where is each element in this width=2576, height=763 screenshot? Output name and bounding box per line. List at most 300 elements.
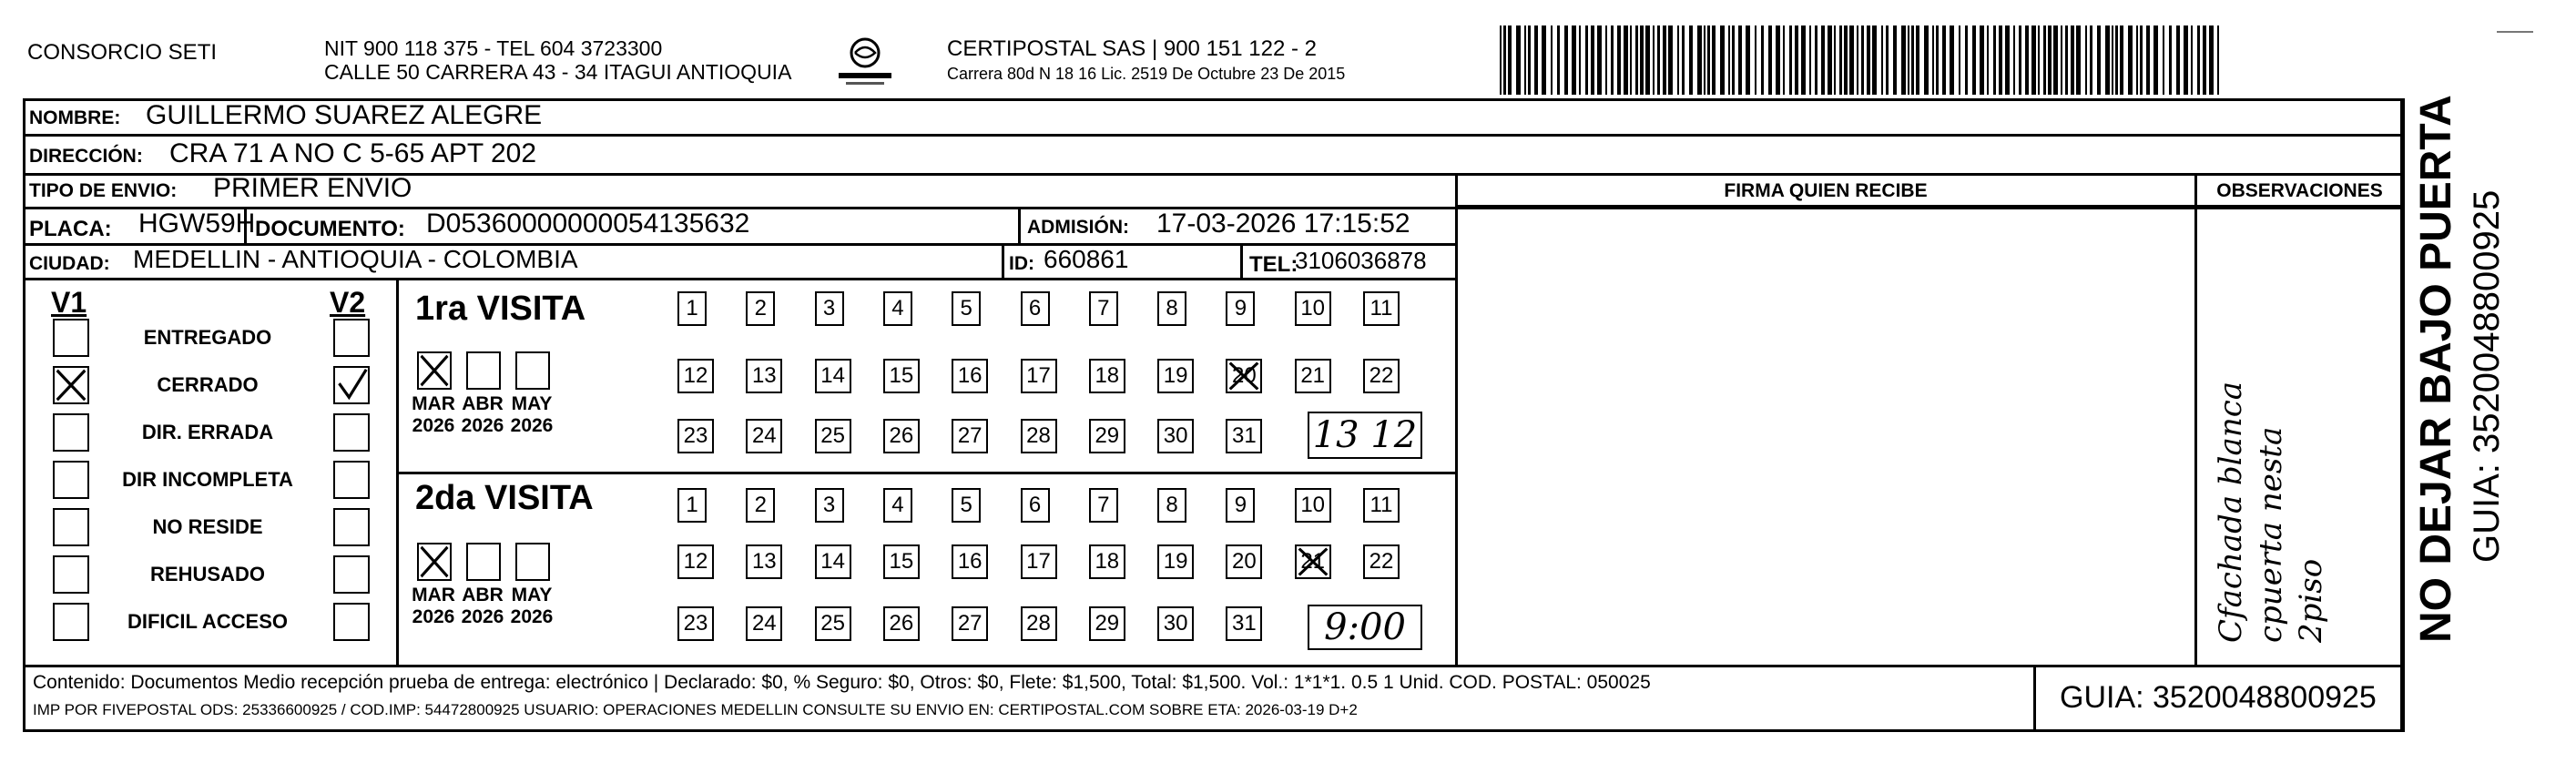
status-label: DIR. ERRADA bbox=[141, 421, 274, 443]
barcode-bar bbox=[1815, 25, 1817, 95]
day-number: 22 bbox=[1369, 549, 1394, 574]
barcode-bar bbox=[2153, 25, 2158, 95]
barcode-bar bbox=[2203, 25, 2206, 95]
certipostal-line2: Carrera 80d N 18 16 Lic. 2519 De Octubre 23 De 2015 bbox=[947, 65, 1346, 83]
day-number: 1 bbox=[686, 493, 698, 517]
month-label: MAR 2026 bbox=[412, 585, 455, 627]
barcode-bar bbox=[2128, 25, 2133, 95]
placa-value: HGW59H bbox=[138, 209, 256, 239]
barcode-bar bbox=[2112, 25, 2113, 95]
status-label: DIFICIL ACCESO bbox=[127, 610, 288, 633]
certipostal-line1: CERTIPOSTAL SAS | 900 151 122 - 2 bbox=[947, 36, 1317, 61]
check-mark-icon bbox=[55, 368, 87, 402]
day-box[interactable] bbox=[1089, 606, 1125, 641]
day-number: 19 bbox=[1163, 549, 1188, 574]
barcode-bar bbox=[2038, 25, 2040, 95]
barcode-bar bbox=[1585, 25, 1588, 95]
day-number: 14 bbox=[820, 549, 845, 574]
day-number: 24 bbox=[751, 611, 777, 636]
barcode-bar bbox=[1677, 25, 1679, 95]
ciudad-label: CIUDAD: bbox=[29, 253, 110, 274]
barcode-bar bbox=[1987, 25, 1989, 95]
month-checkbox[interactable] bbox=[417, 351, 452, 390]
day-box[interactable] bbox=[746, 419, 782, 453]
day-box[interactable] bbox=[1295, 291, 1331, 326]
barcode-bar bbox=[1761, 25, 1764, 95]
day-number: 13 bbox=[751, 363, 777, 388]
certipostal-logo-icon bbox=[833, 35, 897, 89]
barcode-bar bbox=[2048, 25, 2052, 95]
day-box[interactable] bbox=[677, 291, 707, 326]
barcode-bar bbox=[1950, 25, 1954, 95]
barcode-bar bbox=[1893, 25, 1897, 95]
month-label: MAY 2026 bbox=[510, 585, 554, 627]
day-box[interactable] bbox=[1157, 606, 1194, 641]
barcode-bar bbox=[1916, 25, 1919, 95]
visit1-title: 1ra VISITA bbox=[415, 290, 586, 328]
barcode-bar bbox=[1572, 25, 1576, 95]
day-box[interactable] bbox=[1226, 419, 1262, 453]
day-box[interactable] bbox=[1363, 544, 1400, 579]
barcode-bar bbox=[1801, 25, 1806, 95]
barcode-bar bbox=[1849, 25, 1854, 95]
day-number: 6 bbox=[1028, 493, 1042, 517]
no-dejar-bajo-puerta: NO DEJAR BAJO PUERTA bbox=[2412, 95, 2460, 643]
barcode-bar bbox=[2043, 25, 2046, 95]
barcode-bar bbox=[1972, 25, 1976, 95]
day-box[interactable] bbox=[883, 544, 920, 579]
barcode-bar bbox=[1783, 25, 1785, 95]
check-mark-icon bbox=[419, 544, 450, 579]
barcode-bar bbox=[2013, 25, 2015, 95]
barcode-bar bbox=[1728, 25, 1730, 95]
day-box[interactable] bbox=[677, 359, 714, 393]
month-label: MAR 2026 bbox=[412, 393, 455, 436]
month-checkbox[interactable] bbox=[417, 543, 452, 581]
check-mark-icon bbox=[1227, 361, 1260, 392]
day-number: 26 bbox=[889, 423, 914, 448]
day-number: 7 bbox=[1097, 296, 1110, 320]
day-box[interactable] bbox=[815, 291, 844, 326]
day-box[interactable] bbox=[746, 544, 782, 579]
barcode-bar bbox=[2120, 25, 2123, 95]
barcode-bar bbox=[1503, 25, 1506, 95]
tick-mark-icon bbox=[335, 368, 368, 402]
day-box[interactable] bbox=[952, 291, 981, 326]
day-number: 2 bbox=[754, 493, 767, 517]
status-v1-checkbox[interactable] bbox=[53, 413, 89, 452]
barcode-bar bbox=[1732, 25, 1735, 95]
barcode bbox=[1498, 25, 2226, 95]
day-number: 19 bbox=[1163, 363, 1188, 388]
barcode-bar bbox=[1908, 25, 1909, 95]
admision-value: 17-03-2026 17:15:52 bbox=[1156, 209, 1410, 239]
day-number: 31 bbox=[1232, 611, 1257, 636]
barcode-bar bbox=[1839, 25, 1842, 95]
barcode-bar bbox=[1844, 25, 1848, 95]
day-box[interactable] bbox=[1363, 488, 1400, 523]
barcode-bar bbox=[2197, 25, 2200, 95]
day-number: 2 bbox=[754, 296, 767, 320]
day-box[interactable] bbox=[1295, 544, 1331, 579]
barcode-bar bbox=[2217, 25, 2219, 95]
month-checkbox[interactable] bbox=[515, 351, 550, 390]
status-v1-checkbox[interactable] bbox=[53, 319, 89, 357]
visit2-title: 2da VISITA bbox=[415, 479, 594, 517]
barcode-bar bbox=[1965, 25, 1968, 95]
day-number: 4 bbox=[891, 493, 904, 517]
barcode-bar bbox=[1630, 25, 1632, 95]
day-box[interactable] bbox=[1295, 488, 1331, 523]
day-box[interactable] bbox=[1226, 291, 1255, 326]
barcode-bar bbox=[1776, 25, 1780, 95]
status-label: REHUSADO bbox=[150, 563, 265, 585]
barcode-bar bbox=[2146, 25, 2150, 95]
id-value: 660861 bbox=[1044, 245, 1129, 273]
barcode-bar bbox=[1936, 25, 1939, 95]
day-box[interactable] bbox=[883, 291, 912, 326]
day-number: 5 bbox=[960, 296, 972, 320]
barcode-bar bbox=[1640, 25, 1644, 95]
visit2-time: 9:00 bbox=[1308, 605, 1422, 650]
day-number: 28 bbox=[1026, 611, 1051, 636]
check-mark-icon bbox=[419, 353, 450, 388]
day-box[interactable] bbox=[1363, 291, 1400, 326]
barcode-bar bbox=[1653, 25, 1655, 95]
barcode-bar bbox=[1617, 25, 1621, 95]
status-label: NO RESIDE bbox=[152, 515, 263, 538]
barcode-bar bbox=[1809, 25, 1811, 95]
day-number: 23 bbox=[683, 611, 708, 636]
side-guia: GUIA: 3520048800925 bbox=[2467, 189, 2507, 563]
barcode-bar bbox=[2005, 25, 2010, 95]
day-number: 7 bbox=[1097, 493, 1110, 517]
barcode-bar bbox=[1597, 25, 1602, 95]
day-number: 25 bbox=[820, 611, 845, 636]
day-box[interactable] bbox=[677, 488, 707, 523]
direccion-label: DIRECCIÓN: bbox=[29, 146, 143, 167]
status-v2-checkbox[interactable] bbox=[333, 413, 370, 452]
day-box[interactable] bbox=[746, 606, 782, 641]
corner-mark bbox=[2497, 31, 2533, 49]
barcode-bar bbox=[2031, 25, 2036, 95]
day-box[interactable] bbox=[952, 544, 988, 579]
barcode-bar bbox=[1579, 25, 1581, 95]
barcode-bar bbox=[2071, 25, 2074, 95]
day-number: 27 bbox=[957, 611, 983, 636]
day-number: 22 bbox=[1369, 363, 1394, 388]
barcode-bar bbox=[2105, 25, 2110, 95]
status-v2-checkbox[interactable] bbox=[333, 366, 370, 404]
status-label: ENTREGADO bbox=[143, 326, 272, 349]
day-box[interactable] bbox=[1021, 419, 1057, 453]
month-label: MAY 2026 bbox=[510, 393, 554, 436]
day-box[interactable] bbox=[677, 544, 714, 579]
barcode-bar bbox=[1924, 25, 1929, 95]
barcode-bar bbox=[1911, 25, 1914, 95]
day-number: 18 bbox=[1095, 363, 1120, 388]
barcode-bar bbox=[1789, 25, 1792, 95]
company-name: CONSORCIO SETI bbox=[27, 40, 218, 65]
day-number: 10 bbox=[1300, 296, 1326, 320]
barcode-bar bbox=[1980, 25, 1984, 95]
tel-label: TEL: bbox=[1249, 252, 1298, 277]
day-box[interactable] bbox=[952, 419, 988, 453]
barcode-bar bbox=[1508, 25, 1512, 95]
day-box[interactable] bbox=[677, 419, 714, 453]
day-box[interactable] bbox=[1021, 488, 1050, 523]
barcode-bar bbox=[1861, 25, 1864, 95]
day-box[interactable] bbox=[1089, 488, 1118, 523]
day-box[interactable] bbox=[952, 359, 988, 393]
day-number: 18 bbox=[1095, 549, 1120, 574]
barcode-bar bbox=[2140, 25, 2143, 95]
day-number: 25 bbox=[820, 423, 845, 448]
day-number: 10 bbox=[1300, 493, 1326, 517]
status-label: DIR INCOMPLETA bbox=[122, 468, 293, 491]
barcode-bar bbox=[1755, 25, 1756, 95]
day-box[interactable] bbox=[1157, 419, 1194, 453]
barcode-bar bbox=[1901, 25, 1906, 95]
day-box[interactable] bbox=[746, 488, 775, 523]
nombre-label: NOMBRE: bbox=[29, 107, 121, 128]
barcode-bar bbox=[1942, 25, 1946, 95]
tipo-envio-value: PRIMER ENVIO bbox=[213, 173, 412, 203]
barcode-bar bbox=[1500, 25, 1502, 95]
day-box[interactable] bbox=[1226, 488, 1255, 523]
month-checkbox[interactable] bbox=[466, 543, 501, 581]
barcode-bar bbox=[1645, 25, 1650, 95]
barcode-bar bbox=[2019, 25, 2021, 95]
day-box[interactable] bbox=[815, 544, 851, 579]
barcode-bar bbox=[1524, 25, 1526, 95]
month-label: ABR 2026 bbox=[461, 393, 504, 436]
barcode-bar bbox=[1993, 25, 1996, 95]
day-number: 1 bbox=[686, 296, 698, 320]
barcode-bar bbox=[1707, 25, 1710, 95]
barcode-bar bbox=[2090, 25, 2092, 95]
barcode-bar bbox=[1886, 25, 1889, 95]
status-v2-checkbox[interactable] bbox=[333, 461, 370, 499]
day-number: 15 bbox=[889, 363, 914, 388]
barcode-bar bbox=[1704, 25, 1705, 95]
barcode-bar bbox=[1872, 25, 1877, 95]
barcode-bar bbox=[1624, 25, 1628, 95]
day-number: 16 bbox=[957, 363, 983, 388]
day-box[interactable] bbox=[815, 606, 851, 641]
day-number: 8 bbox=[1166, 493, 1178, 517]
day-number: 30 bbox=[1163, 611, 1188, 636]
check-mark-icon bbox=[1297, 546, 1329, 577]
barcode-bar bbox=[2076, 25, 2081, 95]
day-box[interactable] bbox=[1157, 488, 1186, 523]
barcode-bar bbox=[1557, 25, 1560, 95]
day-box[interactable] bbox=[746, 291, 775, 326]
nit-line: NIT 900 118 375 - TEL 604 3723300 bbox=[324, 36, 663, 60]
visit1-time: 13 12 bbox=[1308, 412, 1422, 459]
barcode-bar bbox=[2115, 25, 2118, 95]
barcode-bar bbox=[1657, 25, 1660, 95]
day-number: 3 bbox=[822, 296, 836, 320]
day-box[interactable] bbox=[883, 606, 920, 641]
barcode-bar bbox=[1881, 25, 1883, 95]
day-box[interactable] bbox=[1021, 291, 1050, 326]
day-box[interactable] bbox=[815, 359, 851, 393]
barcode-bar bbox=[2065, 25, 2068, 95]
admision-label: ADMISIÓN: bbox=[1027, 217, 1129, 238]
status-panel bbox=[25, 280, 399, 663]
day-box[interactable] bbox=[1021, 359, 1057, 393]
barcode-bar bbox=[1635, 25, 1638, 95]
month-checkbox[interactable] bbox=[515, 543, 550, 581]
status-v1-checkbox[interactable] bbox=[53, 555, 89, 594]
barcode-bar bbox=[1857, 25, 1858, 95]
day-number: 9 bbox=[1234, 493, 1247, 517]
status-v2-checkbox[interactable] bbox=[333, 319, 370, 357]
barcode-bar bbox=[2191, 25, 2193, 95]
observations-header: OBSERVACIONES bbox=[2216, 180, 2383, 201]
day-number: 27 bbox=[957, 423, 983, 448]
footer-line1: Contenido: Documentos Medio recepción prueba de entrega: electrónico | Declarado: $0, % Seguro: $0, Otros: $0, Flete: $1,500, Total: $1,500. Vol.: 1*1*1. 0.5 1 Unid. COD. POSTAL: 050025 bbox=[33, 672, 1651, 693]
day-number: 12 bbox=[683, 363, 708, 388]
status-v2-checkbox[interactable] bbox=[333, 508, 370, 546]
day-box[interactable] bbox=[746, 359, 782, 393]
status-label: CERRADO bbox=[157, 373, 259, 396]
barcode-bar bbox=[1999, 25, 2002, 95]
barcode-bar bbox=[1542, 25, 1546, 95]
day-box[interactable] bbox=[1295, 359, 1331, 393]
id-label: ID: bbox=[1009, 253, 1034, 274]
day-number: 31 bbox=[1232, 423, 1257, 448]
barcode-bar bbox=[1712, 25, 1716, 95]
month-checkbox[interactable] bbox=[466, 351, 501, 390]
barcode-bar bbox=[2163, 25, 2164, 95]
day-number: 6 bbox=[1028, 296, 1042, 320]
day-box[interactable] bbox=[1226, 544, 1262, 579]
day-number: 17 bbox=[1026, 363, 1051, 388]
day-box[interactable] bbox=[1363, 359, 1400, 393]
barcode-bar bbox=[1738, 25, 1742, 95]
day-number: 21 bbox=[1300, 363, 1326, 388]
status-v1-checkbox[interactable] bbox=[53, 366, 89, 404]
day-box[interactable] bbox=[883, 488, 912, 523]
v2-label: V2 bbox=[330, 286, 366, 319]
day-box[interactable] bbox=[1157, 359, 1194, 393]
signature-header: FIRMA QUIEN RECIBE bbox=[1724, 180, 1928, 201]
day-box[interactable] bbox=[815, 488, 844, 523]
barcode-bar bbox=[1534, 25, 1538, 95]
day-box[interactable] bbox=[1089, 359, 1125, 393]
barcode-bar bbox=[1932, 25, 1934, 95]
barcode-bar bbox=[2097, 25, 2101, 95]
day-box[interactable] bbox=[1157, 291, 1186, 326]
barcode-bar bbox=[2184, 25, 2188, 95]
day-box[interactable] bbox=[1089, 544, 1125, 579]
barcode-bar bbox=[1821, 25, 1825, 95]
barcode-bar bbox=[2176, 25, 2180, 95]
day-box[interactable] bbox=[883, 419, 920, 453]
day-number: 20 bbox=[1232, 549, 1257, 574]
day-number: 4 bbox=[891, 296, 904, 320]
day-number: 29 bbox=[1095, 423, 1120, 448]
day-number: 26 bbox=[889, 611, 914, 636]
barcode-bar bbox=[1591, 25, 1594, 95]
observations-handwritten: Cfachada blanca cpuerta nesta 2piso bbox=[2213, 381, 2329, 643]
barcode-bar bbox=[1795, 25, 1798, 95]
day-box[interactable] bbox=[952, 488, 981, 523]
day-box[interactable] bbox=[883, 359, 920, 393]
barcode-bar bbox=[1682, 25, 1685, 95]
day-number: 5 bbox=[960, 493, 972, 517]
footer-guia: GUIA: 3520048800925 bbox=[2060, 680, 2377, 715]
placa-label: PLACA: bbox=[29, 217, 112, 241]
status-v1-checkbox[interactable] bbox=[53, 603, 89, 641]
barcode-bar bbox=[1668, 25, 1673, 95]
ciudad-value: MEDELLIN - ANTIOQUIA - COLOMBIA bbox=[133, 245, 578, 273]
barcode-bar bbox=[2136, 25, 2138, 95]
documento-label: DOCUMENTO: bbox=[255, 217, 405, 241]
day-box[interactable] bbox=[1226, 606, 1262, 641]
barcode-bar bbox=[1746, 25, 1750, 95]
day-number: 9 bbox=[1234, 296, 1247, 320]
direccion-value: CRA 71 A NO C 5-65 APT 202 bbox=[169, 138, 537, 168]
barcode-bar bbox=[1551, 25, 1553, 95]
status-v2-checkbox[interactable] bbox=[333, 603, 370, 641]
day-box[interactable] bbox=[677, 606, 714, 641]
barcode-bar bbox=[1611, 25, 1614, 95]
status-v2-checkbox[interactable] bbox=[333, 555, 370, 594]
day-box[interactable] bbox=[1021, 606, 1057, 641]
barcode-bar bbox=[1697, 25, 1702, 95]
day-number: 8 bbox=[1166, 296, 1178, 320]
status-v1-checkbox[interactable] bbox=[53, 508, 89, 546]
day-number: 15 bbox=[889, 549, 914, 574]
day-box[interactable] bbox=[1089, 291, 1118, 326]
barcode-bar bbox=[2209, 25, 2214, 95]
barcode-bar bbox=[1516, 25, 1521, 95]
day-box[interactable] bbox=[1021, 544, 1057, 579]
day-box[interactable] bbox=[815, 419, 851, 453]
day-number: 3 bbox=[822, 493, 836, 517]
status-v1-checkbox[interactable] bbox=[53, 461, 89, 499]
barcode-bar bbox=[1605, 25, 1607, 95]
day-number: 23 bbox=[683, 423, 708, 448]
day-box[interactable] bbox=[1226, 359, 1262, 393]
signature-area[interactable] bbox=[1459, 209, 2193, 663]
v1-label: V1 bbox=[51, 286, 87, 319]
barcode-bar bbox=[1959, 25, 1960, 95]
barcode-bar bbox=[2025, 25, 2029, 95]
day-box[interactable] bbox=[952, 606, 988, 641]
barcode-bar bbox=[1834, 25, 1836, 95]
barcode-bar bbox=[1528, 25, 1531, 95]
day-number: 17 bbox=[1026, 549, 1051, 574]
month-label: ABR 2026 bbox=[461, 585, 504, 627]
tel-value: 3106036878 bbox=[1295, 247, 1427, 274]
day-number: 12 bbox=[683, 549, 708, 574]
day-number: 20 bbox=[1232, 363, 1257, 388]
day-box[interactable] bbox=[1157, 544, 1194, 579]
barcode-bar bbox=[1720, 25, 1725, 95]
day-number: 14 bbox=[820, 363, 845, 388]
barcode-bar bbox=[2085, 25, 2087, 95]
day-number: 21 bbox=[1300, 549, 1326, 574]
tipo-envio-label: TIPO DE ENVIO: bbox=[29, 180, 178, 201]
day-box[interactable] bbox=[1089, 419, 1125, 453]
barcode-bar bbox=[1768, 25, 1772, 95]
day-number: 24 bbox=[751, 423, 777, 448]
barcode-bar bbox=[2169, 25, 2172, 95]
